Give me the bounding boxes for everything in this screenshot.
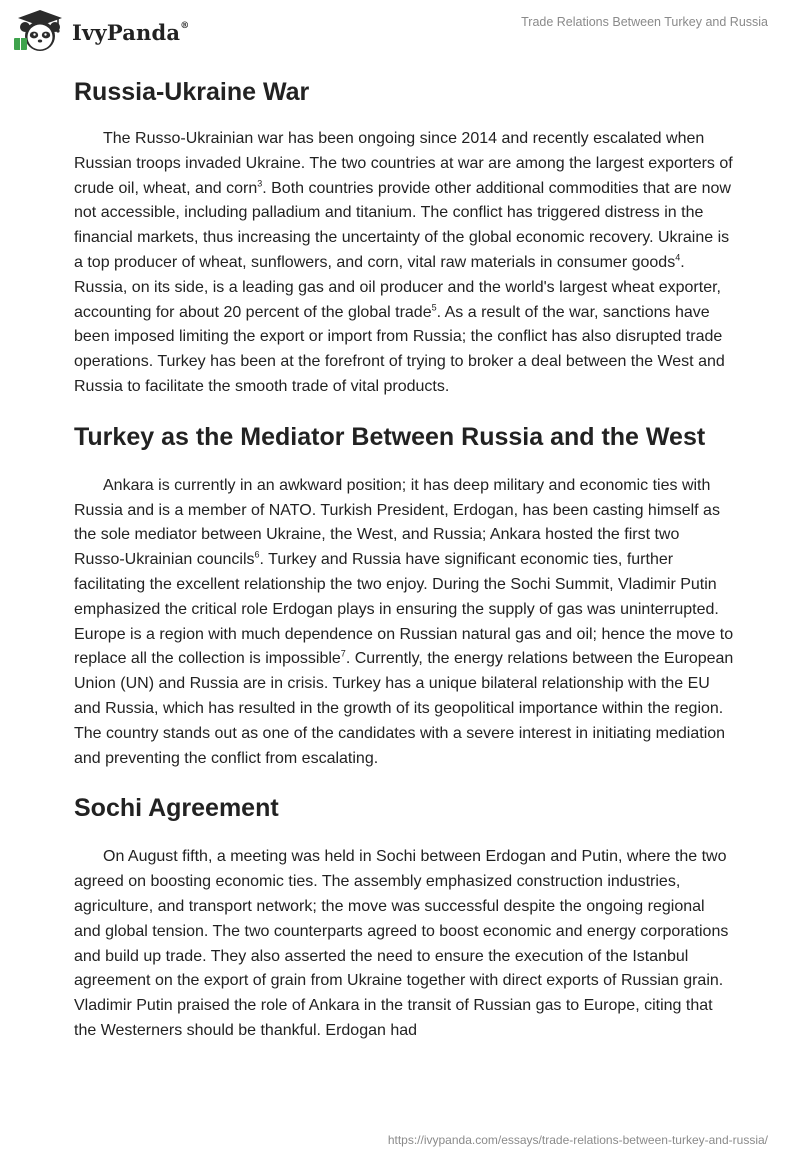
section-paragraph: On August fifth, a meeting was held in Sochi between Erdogan and Putin, where the two agreed on boosting economic ties. The assembly emphasized construction industries, agriculture, and transport network; the move was successful despite the ongoing regional and global tension. The two counterparts agreed to boost economic and energy corporations and build up trade. They also asserted the need to ensure the execution of the Istanbul agreement on the export of grain from Ukraine together with direct exports of Russian grain. Vladimir Putin praised the role of Ankara in the transit of Russian gas to Europe, citing that the Westerners should be thankful. Erdogan had <box>74 848 729 1039</box>
trademark-symbol: ® <box>180 20 190 31</box>
brand-logo[interactable] <box>14 8 189 54</box>
section-heading: Russia-Ukraine War <box>74 78 310 106</box>
essay-body <box>74 68 734 1044</box>
footnote-ref[interactable]: 7 <box>340 649 346 660</box>
section-paragraph: The Russo-Ukrainian war has been ongoing since 2014 and recently escalated when Russian troops invaded Ukraine. The two countries at war are among the largest exporters of crude oil, wheat, and corn$^3$. Both countries provide other additional commodities that are now not accessible, including palladium and titanium. The conflict has triggered distress in the financial markets, thus increasing the uncertainty of the global economic recovery. Ukraine is a top producer of wheat, sunflowers, and corn, vital raw materials in consumer goods$^4$. Russia, on its side, is a leading gas and oil producer and the world's largest wheat exporter, accounting for about 20 percent of the global trade$^5$. As a result of the war, sanctions have been imposed limiting the export or import from Russia; the conflict has also disrupted trade operations. Turkey has been at the forefront of trying to broker a deal between the West and Russia to facilitate the smooth trade of vital products. <box>74 130 733 395</box>
brand-name: IvyPanda® <box>72 19 190 45</box>
footnote-ref[interactable]: 3 <box>257 178 263 189</box>
document-title: Trade Relations Between Turkey and Russia <box>521 15 768 29</box>
footnote-ref[interactable]: 5 <box>431 302 437 313</box>
section-heading: Turkey as the Mediator Between Russia and the West <box>74 422 706 451</box>
source-url[interactable]: https://ivypanda.com/essays/trade-relations-between-turkey-and-russia/ <box>387 1133 768 1147</box>
panda-graduate-logo-icon <box>14 8 66 54</box>
footnote-ref[interactable]: 4 <box>675 252 681 263</box>
section-heading: Sochi Agreement <box>74 794 279 823</box>
page-header <box>0 0 800 60</box>
footnote-ref[interactable]: 6 <box>254 549 260 560</box>
section-paragraph: Ankara is currently in an awkward position; it has deep military and economic ties with Russia and is a member of NATO. Turkish President, Erdogan, has been casting himself as the sole mediator between Ukraine, the West, and Russia; Ankara hosted the first two Russo-Ukrainian councils$^6$. Turkey and Russia have significant economic ties, further facilitating the excellent relationship the two enjoy. During the Sochi Summit, Vladimir Putin emphasized the critical role Erdogan plays in ensuring the supply of gas was uninterrupted. Europe is a region with much dependence on Russian natural gas and oil; hence the move to replace all the collection is impossible$^7$. Currently, the energy relations between the European Union (UN) and Russia are in crisis. Turkey has a unique bilateral relationship with the EU and Russia, which has resulted in the growth of its geopolitical importance within the region. The country stands out as one of the candidates with a severe interest in initiating mediation and preventing the conflict from escalating. <box>74 476 734 767</box>
